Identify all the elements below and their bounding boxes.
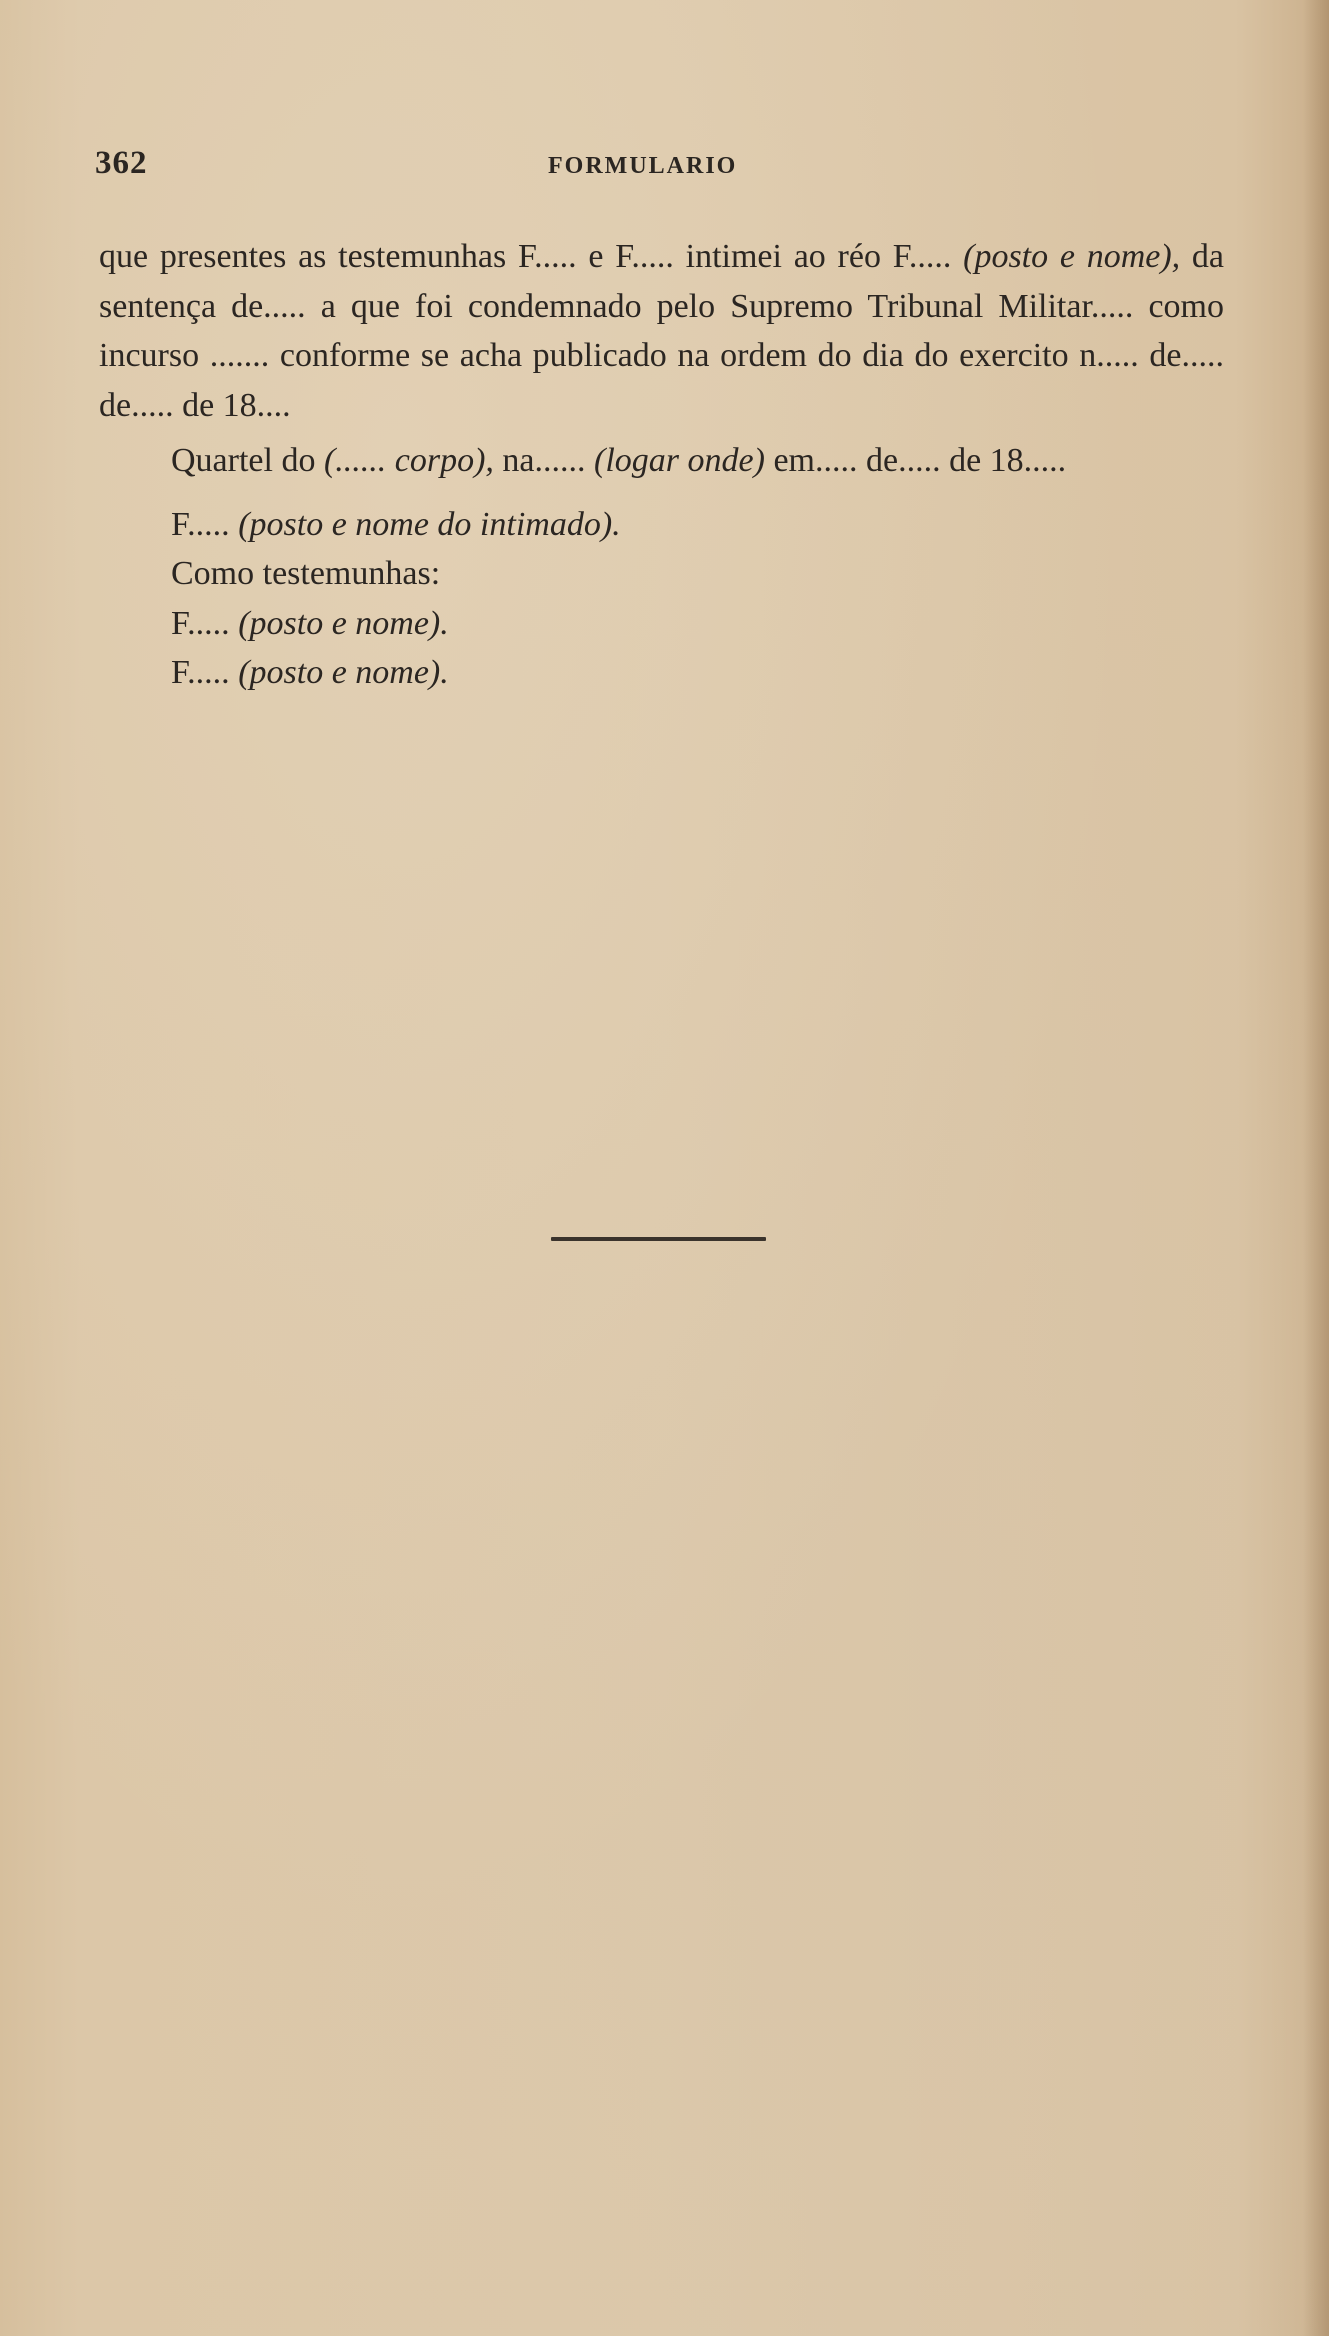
witness-italic: (posto e nome).	[238, 654, 449, 691]
signature-line	[99, 500, 1224, 550]
paragraph-notification	[99, 232, 1224, 430]
paragraph-text: da sentença de..... a que foi condemnado pelo Supremo Tribunal Militar..... como incurso ....... conforme se acha publicado na ordem do dia do exercito n..... de..... de..... de 18....	[99, 238, 1225, 424]
italic-placeholder: (logar onde)	[594, 442, 765, 479]
paragraph-text: na......	[493, 442, 595, 479]
paragraph-text: que presentes as testemunhas F..... e F..... intimei ao réo F.....	[99, 238, 964, 275]
body-text	[99, 232, 1224, 698]
signature-prefix: F.....	[171, 505, 239, 543]
signature-italic: (posto e nome do intimado).	[238, 505, 621, 543]
page-header	[95, 145, 1230, 191]
witness-prefix: F.....	[171, 604, 239, 642]
witness-line-1	[99, 599, 1224, 649]
italic-placeholder: (...... corpo),	[323, 442, 494, 479]
italic-placeholder: (posto e nome),	[963, 238, 1181, 275]
paragraph-place-date	[99, 436, 1224, 486]
witness-italic: (posto e nome).	[238, 604, 449, 642]
paragraph-text: em..... de..... de 18.....	[764, 442, 1067, 479]
paragraph-text: Quartel do	[171, 442, 324, 479]
section-end-rule	[551, 1237, 766, 1241]
page-number: 362	[95, 145, 148, 181]
witness-heading: Como testemunhas:	[171, 555, 441, 592]
running-title: FORMULARIO	[548, 153, 738, 179]
page-edge-shadow	[1303, 0, 1329, 2336]
witness-prefix: F.....	[171, 654, 239, 691]
witness-line-2	[99, 648, 1224, 698]
